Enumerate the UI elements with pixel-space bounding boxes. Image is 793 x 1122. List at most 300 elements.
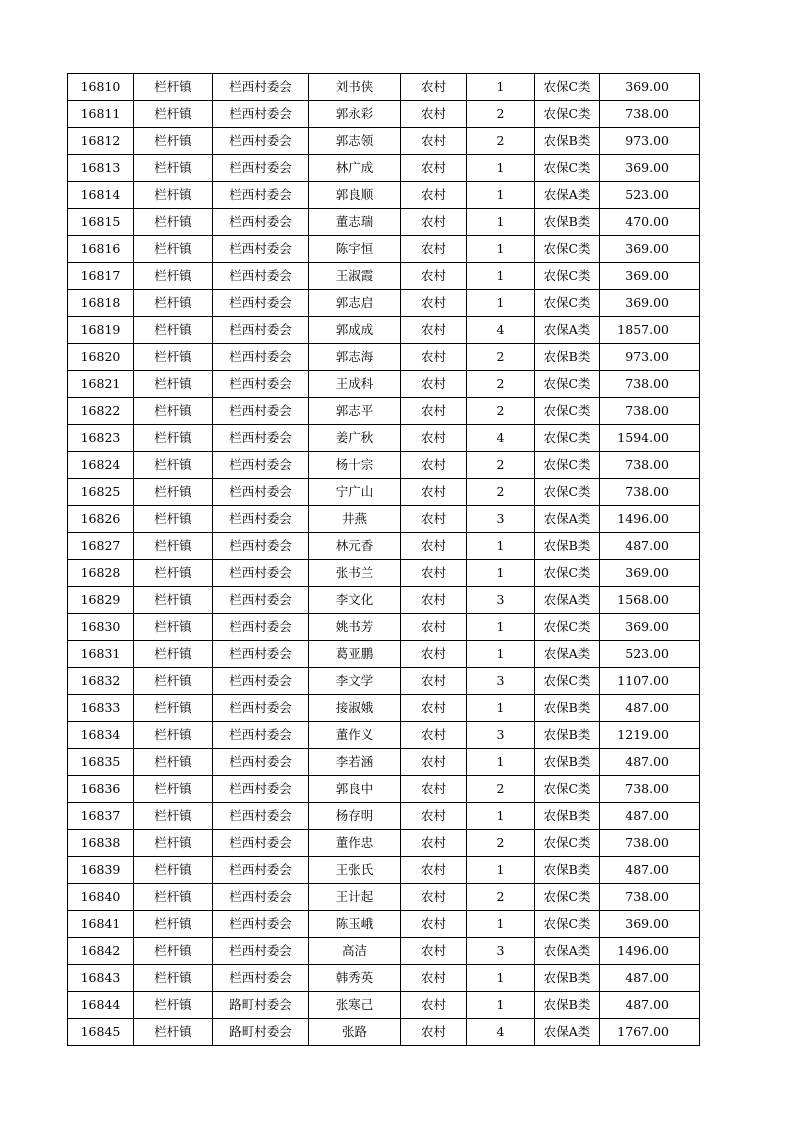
amount-cell: 973.00 bbox=[600, 344, 700, 371]
area-type-cell: 农村 bbox=[401, 128, 467, 155]
name-cell: 李若涵 bbox=[309, 749, 401, 776]
amount-cell: 738.00 bbox=[600, 776, 700, 803]
household-count-cell: 2 bbox=[467, 776, 535, 803]
village-committee-cell: 栏西村委会 bbox=[213, 506, 309, 533]
amount-cell: 1568.00 bbox=[600, 587, 700, 614]
table-row bbox=[68, 803, 700, 830]
town-cell: 栏杆镇 bbox=[134, 290, 213, 317]
record-number-cell: 16816 bbox=[68, 236, 134, 263]
amount-cell: 369.00 bbox=[600, 290, 700, 317]
area-type-cell: 农村 bbox=[401, 1019, 467, 1046]
name-cell: 郭永彩 bbox=[309, 101, 401, 128]
household-count-cell: 1 bbox=[467, 992, 535, 1019]
town-cell: 栏杆镇 bbox=[134, 965, 213, 992]
village-committee-cell: 栏西村委会 bbox=[213, 317, 309, 344]
name-cell: 杨存明 bbox=[309, 803, 401, 830]
household-count-cell: 1 bbox=[467, 533, 535, 560]
area-type-cell: 农村 bbox=[401, 398, 467, 425]
amount-cell: 523.00 bbox=[600, 182, 700, 209]
village-committee-cell: 栏西村委会 bbox=[213, 965, 309, 992]
amount-cell: 1594.00 bbox=[600, 425, 700, 452]
record-number-cell: 16825 bbox=[68, 479, 134, 506]
insurance-class-cell: 农保B类 bbox=[535, 722, 600, 749]
table-row bbox=[68, 344, 700, 371]
household-count-cell: 1 bbox=[467, 182, 535, 209]
amount-cell: 738.00 bbox=[600, 452, 700, 479]
town-cell: 栏杆镇 bbox=[134, 695, 213, 722]
record-number-cell: 16837 bbox=[68, 803, 134, 830]
village-committee-cell: 栏西村委会 bbox=[213, 371, 309, 398]
record-number-cell: 16811 bbox=[68, 101, 134, 128]
name-cell: 郭成成 bbox=[309, 317, 401, 344]
village-committee-cell: 栏西村委会 bbox=[213, 938, 309, 965]
household-count-cell: 1 bbox=[467, 209, 535, 236]
town-cell: 栏杆镇 bbox=[134, 452, 213, 479]
village-committee-cell: 栏西村委会 bbox=[213, 884, 309, 911]
insurance-class-cell: 农保B类 bbox=[535, 128, 600, 155]
village-committee-cell: 栏西村委会 bbox=[213, 560, 309, 587]
record-number-cell: 16829 bbox=[68, 587, 134, 614]
table-row bbox=[68, 911, 700, 938]
area-type-cell: 农村 bbox=[401, 74, 467, 101]
town-cell: 栏杆镇 bbox=[134, 533, 213, 560]
area-type-cell: 农村 bbox=[401, 236, 467, 263]
village-committee-cell: 栏西村委会 bbox=[213, 182, 309, 209]
insurance-class-cell: 农保C类 bbox=[535, 668, 600, 695]
area-type-cell: 农村 bbox=[401, 182, 467, 209]
household-count-cell: 1 bbox=[467, 749, 535, 776]
town-cell: 栏杆镇 bbox=[134, 560, 213, 587]
amount-cell: 369.00 bbox=[600, 74, 700, 101]
household-count-cell: 4 bbox=[467, 1019, 535, 1046]
record-number-cell: 16821 bbox=[68, 371, 134, 398]
town-cell: 栏杆镇 bbox=[134, 992, 213, 1019]
name-cell: 刘书侠 bbox=[309, 74, 401, 101]
table-row bbox=[68, 884, 700, 911]
record-number-cell: 16833 bbox=[68, 695, 134, 722]
amount-cell: 738.00 bbox=[600, 101, 700, 128]
amount-cell: 369.00 bbox=[600, 614, 700, 641]
name-cell: 张路 bbox=[309, 1019, 401, 1046]
town-cell: 栏杆镇 bbox=[134, 776, 213, 803]
village-committee-cell: 栏西村委会 bbox=[213, 614, 309, 641]
insurance-class-cell: 农保A类 bbox=[535, 1019, 600, 1046]
amount-cell: 369.00 bbox=[600, 560, 700, 587]
area-type-cell: 农村 bbox=[401, 587, 467, 614]
record-number-cell: 16844 bbox=[68, 992, 134, 1019]
town-cell: 栏杆镇 bbox=[134, 236, 213, 263]
household-count-cell: 3 bbox=[467, 506, 535, 533]
name-cell: 姜广秋 bbox=[309, 425, 401, 452]
table-row bbox=[68, 560, 700, 587]
record-number-cell: 16813 bbox=[68, 155, 134, 182]
town-cell: 栏杆镇 bbox=[134, 614, 213, 641]
village-committee-cell: 栏西村委会 bbox=[213, 587, 309, 614]
record-number-cell: 16845 bbox=[68, 1019, 134, 1046]
amount-cell: 738.00 bbox=[600, 830, 700, 857]
area-type-cell: 农村 bbox=[401, 101, 467, 128]
table-row bbox=[68, 533, 700, 560]
village-committee-cell: 栏西村委会 bbox=[213, 668, 309, 695]
insurance-class-cell: 农保C类 bbox=[535, 263, 600, 290]
insurance-class-cell: 农保C类 bbox=[535, 290, 600, 317]
name-cell: 姚书芳 bbox=[309, 614, 401, 641]
record-number-cell: 16810 bbox=[68, 74, 134, 101]
town-cell: 栏杆镇 bbox=[134, 182, 213, 209]
table-row bbox=[68, 749, 700, 776]
village-committee-cell: 栏西村委会 bbox=[213, 263, 309, 290]
village-committee-cell: 栏西村委会 bbox=[213, 452, 309, 479]
name-cell: 葛亚鹏 bbox=[309, 641, 401, 668]
village-committee-cell: 栏西村委会 bbox=[213, 830, 309, 857]
area-type-cell: 农村 bbox=[401, 506, 467, 533]
amount-cell: 1219.00 bbox=[600, 722, 700, 749]
insurance-class-cell: 农保C类 bbox=[535, 884, 600, 911]
insurance-class-cell: 农保B类 bbox=[535, 992, 600, 1019]
area-type-cell: 农村 bbox=[401, 830, 467, 857]
name-cell: 郭良顺 bbox=[309, 182, 401, 209]
area-type-cell: 农村 bbox=[401, 425, 467, 452]
town-cell: 栏杆镇 bbox=[134, 749, 213, 776]
table-row bbox=[68, 128, 700, 155]
record-number-cell: 16843 bbox=[68, 965, 134, 992]
record-number-cell: 16841 bbox=[68, 911, 134, 938]
village-committee-cell: 栏西村委会 bbox=[213, 101, 309, 128]
household-count-cell: 1 bbox=[467, 695, 535, 722]
amount-cell: 1107.00 bbox=[600, 668, 700, 695]
name-cell: 陈宇恒 bbox=[309, 236, 401, 263]
area-type-cell: 农村 bbox=[401, 452, 467, 479]
record-number-cell: 16838 bbox=[68, 830, 134, 857]
area-type-cell: 农村 bbox=[401, 155, 467, 182]
household-count-cell: 1 bbox=[467, 263, 535, 290]
table-row bbox=[68, 506, 700, 533]
household-count-cell: 3 bbox=[467, 722, 535, 749]
table-row bbox=[68, 236, 700, 263]
household-count-cell: 2 bbox=[467, 371, 535, 398]
table-row bbox=[68, 722, 700, 749]
amount-cell: 1767.00 bbox=[600, 1019, 700, 1046]
name-cell: 井燕 bbox=[309, 506, 401, 533]
record-number-cell: 16826 bbox=[68, 506, 134, 533]
table-row bbox=[68, 1019, 700, 1046]
record-number-cell: 16812 bbox=[68, 128, 134, 155]
town-cell: 栏杆镇 bbox=[134, 101, 213, 128]
area-type-cell: 农村 bbox=[401, 263, 467, 290]
village-committee-cell: 栏西村委会 bbox=[213, 425, 309, 452]
record-number-cell: 16818 bbox=[68, 290, 134, 317]
name-cell: 王计起 bbox=[309, 884, 401, 911]
household-count-cell: 1 bbox=[467, 74, 535, 101]
name-cell: 董志瑞 bbox=[309, 209, 401, 236]
town-cell: 栏杆镇 bbox=[134, 641, 213, 668]
record-number-cell: 16830 bbox=[68, 614, 134, 641]
insurance-class-cell: 农保C类 bbox=[535, 155, 600, 182]
household-count-cell: 2 bbox=[467, 479, 535, 506]
village-committee-cell: 路町村委会 bbox=[213, 992, 309, 1019]
name-cell: 陈玉峨 bbox=[309, 911, 401, 938]
town-cell: 栏杆镇 bbox=[134, 371, 213, 398]
household-count-cell: 2 bbox=[467, 128, 535, 155]
household-count-cell: 2 bbox=[467, 344, 535, 371]
amount-cell: 487.00 bbox=[600, 803, 700, 830]
insurance-class-cell: 农保C类 bbox=[535, 614, 600, 641]
insurance-class-cell: 农保C类 bbox=[535, 236, 600, 263]
name-cell: 高洁 bbox=[309, 938, 401, 965]
insurance-class-cell: 农保A类 bbox=[535, 506, 600, 533]
table-row bbox=[68, 830, 700, 857]
village-committee-cell: 栏西村委会 bbox=[213, 533, 309, 560]
table-row bbox=[68, 74, 700, 101]
town-cell: 栏杆镇 bbox=[134, 479, 213, 506]
table-row bbox=[68, 101, 700, 128]
insurance-class-cell: 农保C类 bbox=[535, 479, 600, 506]
town-cell: 栏杆镇 bbox=[134, 911, 213, 938]
table-row bbox=[68, 641, 700, 668]
insurance-class-cell: 农保B类 bbox=[535, 533, 600, 560]
village-committee-cell: 栏西村委会 bbox=[213, 344, 309, 371]
amount-cell: 973.00 bbox=[600, 128, 700, 155]
name-cell: 韩秀英 bbox=[309, 965, 401, 992]
name-cell: 王淑霞 bbox=[309, 263, 401, 290]
name-cell: 杨十宗 bbox=[309, 452, 401, 479]
town-cell: 栏杆镇 bbox=[134, 1019, 213, 1046]
village-committee-cell: 栏西村委会 bbox=[213, 857, 309, 884]
table-row bbox=[68, 425, 700, 452]
household-count-cell: 4 bbox=[467, 425, 535, 452]
village-committee-cell: 栏西村委会 bbox=[213, 128, 309, 155]
household-count-cell: 2 bbox=[467, 452, 535, 479]
amount-cell: 487.00 bbox=[600, 695, 700, 722]
area-type-cell: 农村 bbox=[401, 668, 467, 695]
household-count-cell: 2 bbox=[467, 830, 535, 857]
household-count-cell: 1 bbox=[467, 236, 535, 263]
household-count-cell: 1 bbox=[467, 641, 535, 668]
name-cell: 接淑娥 bbox=[309, 695, 401, 722]
table-row bbox=[68, 668, 700, 695]
town-cell: 栏杆镇 bbox=[134, 128, 213, 155]
table-body bbox=[68, 74, 700, 1046]
table-row bbox=[68, 776, 700, 803]
name-cell: 郭志海 bbox=[309, 344, 401, 371]
household-count-cell: 3 bbox=[467, 587, 535, 614]
village-committee-cell: 栏西村委会 bbox=[213, 155, 309, 182]
assistance-table bbox=[67, 73, 700, 1046]
household-count-cell: 1 bbox=[467, 911, 535, 938]
amount-cell: 523.00 bbox=[600, 641, 700, 668]
area-type-cell: 农村 bbox=[401, 479, 467, 506]
table-row bbox=[68, 614, 700, 641]
village-committee-cell: 栏西村委会 bbox=[213, 776, 309, 803]
name-cell: 董作忠 bbox=[309, 830, 401, 857]
amount-cell: 487.00 bbox=[600, 992, 700, 1019]
town-cell: 栏杆镇 bbox=[134, 884, 213, 911]
household-count-cell: 1 bbox=[467, 803, 535, 830]
insurance-class-cell: 农保C类 bbox=[535, 560, 600, 587]
town-cell: 栏杆镇 bbox=[134, 209, 213, 236]
amount-cell: 1496.00 bbox=[600, 938, 700, 965]
insurance-class-cell: 农保C类 bbox=[535, 911, 600, 938]
village-committee-cell: 栏西村委会 bbox=[213, 911, 309, 938]
record-number-cell: 16834 bbox=[68, 722, 134, 749]
record-number-cell: 16842 bbox=[68, 938, 134, 965]
household-count-cell: 1 bbox=[467, 290, 535, 317]
area-type-cell: 农村 bbox=[401, 911, 467, 938]
table-row bbox=[68, 938, 700, 965]
table-row bbox=[68, 398, 700, 425]
area-type-cell: 农村 bbox=[401, 857, 467, 884]
household-count-cell: 1 bbox=[467, 857, 535, 884]
insurance-class-cell: 农保B类 bbox=[535, 803, 600, 830]
amount-cell: 487.00 bbox=[600, 533, 700, 560]
village-committee-cell: 栏西村委会 bbox=[213, 290, 309, 317]
table-row bbox=[68, 695, 700, 722]
village-committee-cell: 栏西村委会 bbox=[213, 722, 309, 749]
amount-cell: 738.00 bbox=[600, 479, 700, 506]
household-count-cell: 1 bbox=[467, 560, 535, 587]
name-cell: 李文化 bbox=[309, 587, 401, 614]
table-row bbox=[68, 479, 700, 506]
area-type-cell: 农村 bbox=[401, 614, 467, 641]
insurance-class-cell: 农保C类 bbox=[535, 425, 600, 452]
table-row bbox=[68, 263, 700, 290]
record-number-cell: 16840 bbox=[68, 884, 134, 911]
insurance-class-cell: 农保C类 bbox=[535, 776, 600, 803]
town-cell: 栏杆镇 bbox=[134, 506, 213, 533]
amount-cell: 1496.00 bbox=[600, 506, 700, 533]
insurance-class-cell: 农保A类 bbox=[535, 587, 600, 614]
insurance-class-cell: 农保B类 bbox=[535, 344, 600, 371]
name-cell: 王成科 bbox=[309, 371, 401, 398]
area-type-cell: 农村 bbox=[401, 884, 467, 911]
insurance-class-cell: 农保C类 bbox=[535, 371, 600, 398]
insurance-class-cell: 农保C类 bbox=[535, 398, 600, 425]
village-committee-cell: 栏西村委会 bbox=[213, 398, 309, 425]
area-type-cell: 农村 bbox=[401, 992, 467, 1019]
record-number-cell: 16819 bbox=[68, 317, 134, 344]
amount-cell: 738.00 bbox=[600, 371, 700, 398]
insurance-class-cell: 农保A类 bbox=[535, 182, 600, 209]
amount-cell: 487.00 bbox=[600, 749, 700, 776]
town-cell: 栏杆镇 bbox=[134, 722, 213, 749]
amount-cell: 470.00 bbox=[600, 209, 700, 236]
insurance-class-cell: 农保C类 bbox=[535, 74, 600, 101]
town-cell: 栏杆镇 bbox=[134, 668, 213, 695]
record-number-cell: 16822 bbox=[68, 398, 134, 425]
insurance-class-cell: 农保C类 bbox=[535, 452, 600, 479]
town-cell: 栏杆镇 bbox=[134, 830, 213, 857]
record-number-cell: 16820 bbox=[68, 344, 134, 371]
name-cell: 林元香 bbox=[309, 533, 401, 560]
household-count-cell: 4 bbox=[467, 317, 535, 344]
table-row bbox=[68, 209, 700, 236]
village-committee-cell: 栏西村委会 bbox=[213, 641, 309, 668]
amount-cell: 369.00 bbox=[600, 236, 700, 263]
village-committee-cell: 栏西村委会 bbox=[213, 74, 309, 101]
table-row bbox=[68, 182, 700, 209]
village-committee-cell: 栏西村委会 bbox=[213, 479, 309, 506]
name-cell: 郭良中 bbox=[309, 776, 401, 803]
name-cell: 王张氏 bbox=[309, 857, 401, 884]
amount-cell: 738.00 bbox=[600, 398, 700, 425]
amount-cell: 487.00 bbox=[600, 965, 700, 992]
amount-cell: 369.00 bbox=[600, 911, 700, 938]
village-committee-cell: 栏西村委会 bbox=[213, 236, 309, 263]
name-cell: 董作义 bbox=[309, 722, 401, 749]
name-cell: 郭志领 bbox=[309, 128, 401, 155]
household-count-cell: 2 bbox=[467, 101, 535, 128]
town-cell: 栏杆镇 bbox=[134, 425, 213, 452]
village-committee-cell: 栏西村委会 bbox=[213, 803, 309, 830]
area-type-cell: 农村 bbox=[401, 695, 467, 722]
amount-cell: 487.00 bbox=[600, 857, 700, 884]
record-number-cell: 16827 bbox=[68, 533, 134, 560]
record-number-cell: 16815 bbox=[68, 209, 134, 236]
name-cell: 张书兰 bbox=[309, 560, 401, 587]
table-row bbox=[68, 992, 700, 1019]
area-type-cell: 农村 bbox=[401, 560, 467, 587]
area-type-cell: 农村 bbox=[401, 749, 467, 776]
record-number-cell: 16828 bbox=[68, 560, 134, 587]
town-cell: 栏杆镇 bbox=[134, 155, 213, 182]
town-cell: 栏杆镇 bbox=[134, 344, 213, 371]
town-cell: 栏杆镇 bbox=[134, 317, 213, 344]
household-count-cell: 2 bbox=[467, 884, 535, 911]
amount-cell: 369.00 bbox=[600, 155, 700, 182]
household-count-cell: 1 bbox=[467, 155, 535, 182]
table-row bbox=[68, 587, 700, 614]
insurance-class-cell: 农保C类 bbox=[535, 830, 600, 857]
household-count-cell: 2 bbox=[467, 398, 535, 425]
area-type-cell: 农村 bbox=[401, 209, 467, 236]
record-number-cell: 16817 bbox=[68, 263, 134, 290]
record-number-cell: 16835 bbox=[68, 749, 134, 776]
record-number-cell: 16831 bbox=[68, 641, 134, 668]
insurance-class-cell: 农保B类 bbox=[535, 695, 600, 722]
amount-cell: 369.00 bbox=[600, 263, 700, 290]
insurance-class-cell: 农保B类 bbox=[535, 857, 600, 884]
area-type-cell: 农村 bbox=[401, 803, 467, 830]
household-count-cell: 1 bbox=[467, 614, 535, 641]
insurance-class-cell: 农保A类 bbox=[535, 317, 600, 344]
name-cell: 李文学 bbox=[309, 668, 401, 695]
area-type-cell: 农村 bbox=[401, 938, 467, 965]
area-type-cell: 农村 bbox=[401, 641, 467, 668]
record-number-cell: 16839 bbox=[68, 857, 134, 884]
amount-cell: 1857.00 bbox=[600, 317, 700, 344]
table-row bbox=[68, 317, 700, 344]
village-committee-cell: 栏西村委会 bbox=[213, 209, 309, 236]
table-row bbox=[68, 965, 700, 992]
town-cell: 栏杆镇 bbox=[134, 263, 213, 290]
household-count-cell: 1 bbox=[467, 965, 535, 992]
table-row bbox=[68, 371, 700, 398]
town-cell: 栏杆镇 bbox=[134, 74, 213, 101]
area-type-cell: 农村 bbox=[401, 371, 467, 398]
town-cell: 栏杆镇 bbox=[134, 587, 213, 614]
area-type-cell: 农村 bbox=[401, 290, 467, 317]
name-cell: 宁广山 bbox=[309, 479, 401, 506]
area-type-cell: 农村 bbox=[401, 965, 467, 992]
town-cell: 栏杆镇 bbox=[134, 398, 213, 425]
insurance-class-cell: 农保A类 bbox=[535, 641, 600, 668]
name-cell: 张寒己 bbox=[309, 992, 401, 1019]
household-count-cell: 3 bbox=[467, 668, 535, 695]
amount-cell: 738.00 bbox=[600, 884, 700, 911]
insurance-class-cell: 农保B类 bbox=[535, 749, 600, 776]
record-number-cell: 16824 bbox=[68, 452, 134, 479]
household-count-cell: 3 bbox=[467, 938, 535, 965]
